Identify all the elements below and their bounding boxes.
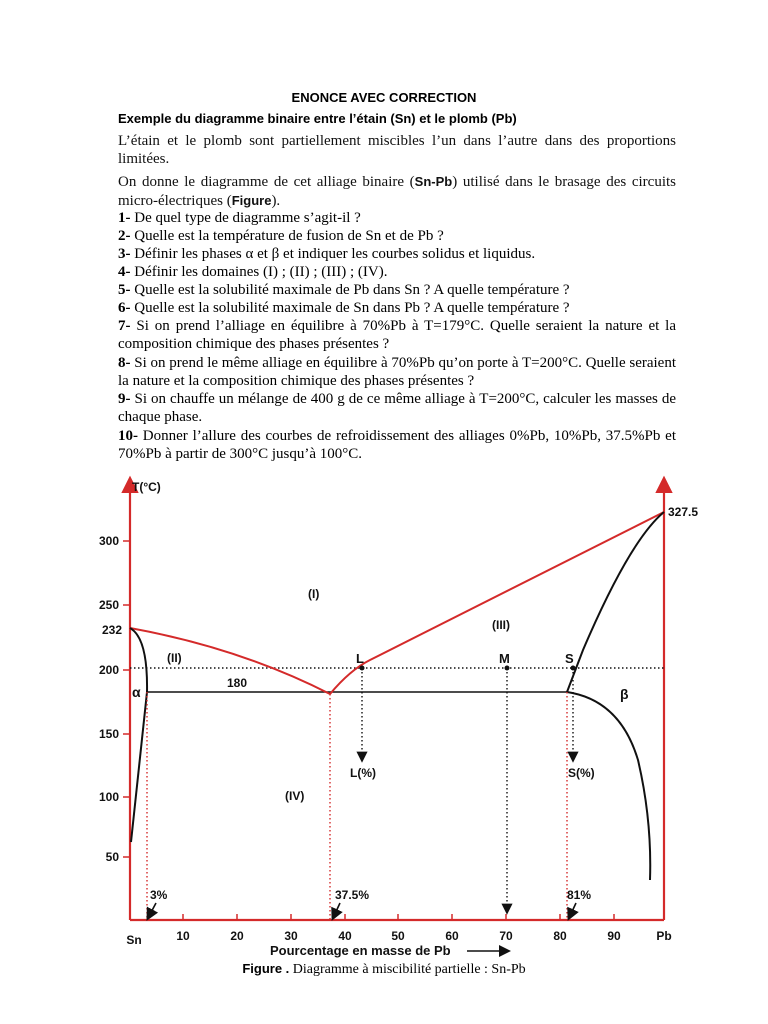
x-tick-label: 10: [176, 929, 190, 943]
label-L-pct: L(%): [350, 766, 376, 780]
composition-37-5pct: 37.5%: [335, 888, 370, 902]
point-L: [360, 666, 365, 671]
y-tick-label: 250: [98, 598, 119, 612]
question-5: 5- Quelle est la solubilité maximale de Pb dans Sn ? A quelle température ?: [118, 282, 570, 298]
label-S: S: [565, 651, 574, 666]
composition-81pct: 81%: [567, 888, 592, 902]
y-axis-label: T(°C): [132, 480, 161, 494]
liquidus-right: [330, 512, 664, 694]
beta-solidus: [567, 512, 664, 692]
region-III: (III): [492, 618, 510, 632]
question-1: 1- De quel type de diagramme s’agit-il ?: [118, 210, 361, 226]
x-tick-label: 70: [499, 929, 513, 943]
composition-3pct: 3%: [150, 888, 168, 902]
x-tick-label: 50: [391, 929, 405, 943]
label-M: M: [499, 651, 510, 666]
question-10: 10- Donner l’allure des courbes de refroidissement des alliages 0%Pb, 10%Pb, 37.5%Pb et 70%Pb à partir de 300°C jusqu’à 100°C.: [118, 428, 676, 462]
label-L: L: [356, 651, 364, 666]
document-subtitle: Exemple du diagramme binaire entre l’étain (Sn) et le plomb (Pb): [118, 111, 517, 126]
label-eutectic-180: 180: [227, 676, 248, 690]
x-label-sn: Sn: [126, 933, 142, 947]
alpha-solidus: [130, 628, 147, 692]
arrow-37-5pct: [333, 903, 340, 918]
label-327: 327.5: [668, 505, 699, 519]
arrow-81pct: [569, 903, 576, 918]
x-tick-label: 60: [445, 929, 459, 943]
x-tick-label: 20: [230, 929, 244, 943]
figure-caption: Figure . Diagramme à miscibilité partielle : Sn-Pb: [242, 961, 526, 977]
x-axis-label: Pourcentage en masse de Pb: [270, 943, 451, 958]
y-tick-label: 300: [98, 534, 119, 548]
alpha-solvus: [131, 692, 147, 842]
x-tick-label: 80: [553, 929, 567, 943]
x-tick-label: 30: [284, 929, 298, 943]
phase-beta: β: [620, 686, 629, 702]
point-M: [505, 666, 510, 671]
question-6: 6- Quelle est la solubilité maximale de Sn dans Pb ? A quelle température ?: [118, 300, 570, 316]
beta-solvus: [567, 692, 650, 880]
question-4: 4- Définir les domaines (I) ; (II) ; (III) ; (IV).: [118, 264, 388, 280]
region-II: (II): [167, 651, 182, 665]
y-tick-label: 50: [105, 850, 119, 864]
x-tick-label: 40: [338, 929, 352, 943]
y-label-232: 232: [101, 623, 122, 637]
arrow-3pct: [148, 903, 156, 918]
y-tick-label: 200: [98, 663, 119, 677]
question-7: 7- Si on prend l’alliage en équilibre à 70%Pb à T=179°C. Quelle seraient la nature et la composition chimique des phases présentes ?: [118, 318, 676, 352]
label-S-pct: S(%): [568, 766, 595, 780]
question-9: 9- Si on chauffe un mélange de 400 g de ce même alliage à T=200°C, calculer les masses de chaque phase.: [118, 391, 676, 425]
y-tick-label: 100: [98, 790, 119, 804]
y-tick-label: 150: [98, 727, 119, 741]
question-8: 8- Si on prend le même alliage en équilibre à 70%Pb qu’on porte à T=200°C. Quelle seraient la nature et la composition chimique des phases présentes ?: [118, 355, 676, 389]
intro-paragraph-1: L’étain et le plomb sont partiellement miscibles l’un dans l’autre dans des proportions limitées.: [118, 133, 676, 167]
region-IV: (IV): [285, 789, 305, 803]
x-label-pb: Pb: [656, 929, 672, 943]
phase-alpha: α: [132, 684, 141, 700]
document-title: ENONCE AVEC CORRECTION: [291, 90, 477, 105]
point-S: [571, 666, 576, 671]
region-I: (I): [308, 587, 320, 601]
question-2: 2- Quelle est la température de fusion de Sn et de Pb ?: [118, 228, 444, 244]
x-tick-label: 90: [607, 929, 621, 943]
question-3: 3- Définir les phases α et β et indiquer les courbes solidus et liquidus.: [118, 246, 536, 262]
intro-paragraph-2: On donne le diagramme de cet alliage binaire (Sn-Pb) utilisé dans le brasage des circuits micro-électriques (Figure).: [118, 174, 677, 209]
